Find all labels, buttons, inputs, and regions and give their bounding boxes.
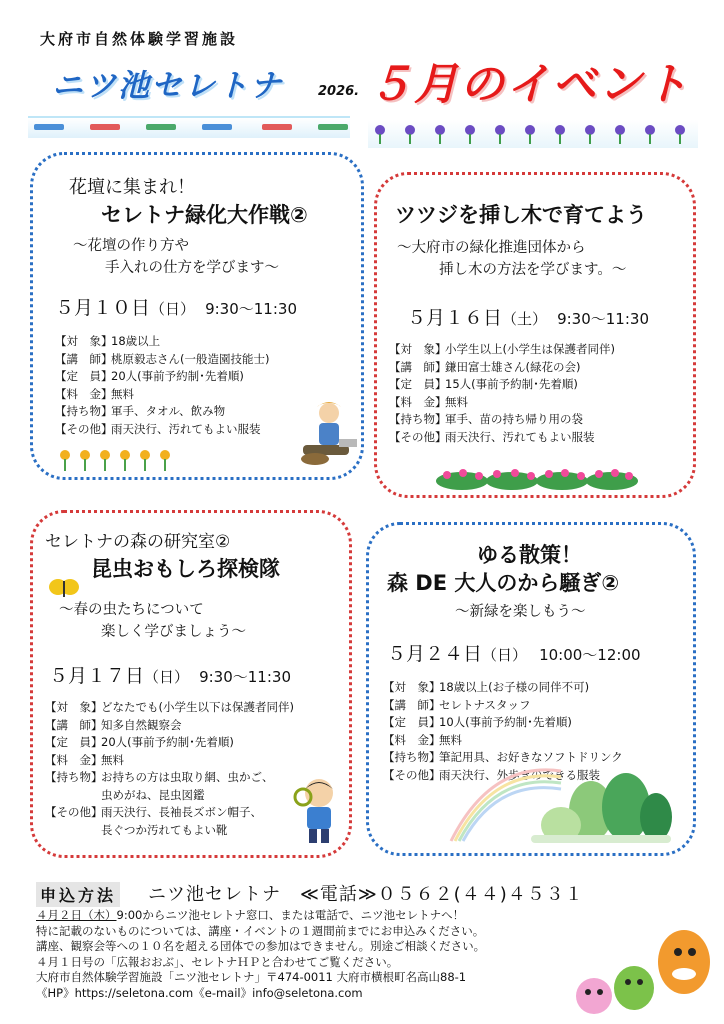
detail-value: 雨天決行、汚れてもよい服装: [445, 429, 595, 444]
facility-name: 大府市自然体験学習施設: [40, 30, 239, 48]
detail-row: [55, 386, 269, 404]
event-date-weekday: （土）: [502, 310, 548, 328]
detail-value: 虫めがね、昆虫図鑑: [101, 787, 205, 802]
koinobori-flag: [202, 124, 232, 130]
detail-value: 18歳以上(お子様の同伴不可): [439, 680, 590, 694]
detail-key: 【持ち物】: [389, 412, 447, 426]
detail-key: 【その他】: [55, 421, 113, 436]
detail-key: 【講 師】: [389, 359, 447, 374]
detail-key: 【対 象】: [383, 680, 441, 694]
detail-key: 【定 員】: [55, 369, 113, 383]
detail-key: 【対 象】: [55, 334, 113, 348]
event-card-insects: [30, 510, 352, 858]
event-card-forest-walk: [366, 522, 696, 856]
detail-row: [55, 351, 269, 369]
detail-key: 【その他】: [45, 805, 103, 819]
year-label: 2026.: [318, 84, 360, 99]
event-subtitle-line2: 手入れの仕方を学びます～: [105, 260, 279, 276]
detail-key: 【対 象】: [45, 700, 103, 714]
iris-flowers-strip: [368, 120, 698, 148]
detail-key: 【講 師】: [55, 351, 113, 366]
info-row: 特に記載のないものについては、講座・イベントの１週間前までにお申込みください。: [36, 923, 485, 938]
detail-value: 無料: [445, 394, 468, 409]
event-details: [55, 333, 269, 438]
event-date: [55, 293, 297, 320]
detail-row: [389, 394, 615, 412]
event-title-line1: セレトナの森の研究室②: [45, 532, 231, 552]
detail-row: [45, 787, 294, 805]
event-subtitle-line2: 挿し木の方法を学びます。～: [439, 262, 627, 278]
boy-with-magnifier-icon: [295, 775, 351, 845]
apply-contact: ニツ池セレトナ ≪電話≫０５６２(４４)４５３１: [148, 884, 584, 905]
info-row: 講座、観察会等への１０名を超える団体での参加はできません。別途ご相談ください。: [36, 939, 486, 953]
detail-value: 15人(事前予約制･先着順): [445, 377, 578, 391]
gardener-illustration-icon: [293, 399, 359, 469]
azalea-bush-icon: [437, 465, 637, 491]
event-subtitle-line1: ～花壇の作り方や: [73, 238, 189, 254]
event-card-azalea: [374, 172, 696, 498]
event-date: [407, 303, 649, 330]
detail-value: セレトナスタッフ: [439, 697, 531, 712]
detail-row: [45, 804, 294, 822]
detail-row: [389, 429, 615, 447]
koinobori-flag: [146, 124, 176, 130]
detail-value: どなたでも(小学生以下は保護者同伴): [101, 700, 294, 714]
event-date: [49, 661, 291, 688]
detail-key: 【その他】: [389, 429, 447, 444]
detail-key: 【料 金】: [383, 732, 441, 747]
event-date-day: ５月１７日: [49, 665, 145, 687]
detail-value: 軍手、タオル、飲み物: [111, 404, 226, 418]
detail-value: 桃原毅志さん(一般造園技能士): [111, 351, 270, 366]
detail-key: 【持ち物】: [45, 770, 103, 784]
detail-row: [45, 752, 294, 770]
detail-row: [45, 699, 294, 717]
apply-text: 9:00からニツ池セレトナ窓口、または電話で、ニツ池セレトナへ！: [116, 908, 465, 922]
detail-key: 【料 金】: [45, 752, 103, 767]
event-subtitle-line2: 楽しく学びましょう～: [101, 624, 246, 640]
detail-row: [45, 717, 294, 735]
apply-label: 申込方法: [36, 882, 120, 907]
apply-date: ４月２日（木）: [36, 908, 117, 922]
detail-key: 【講 師】: [45, 717, 103, 732]
brand-logo: ニツ池セレトナ: [52, 68, 283, 104]
event-title-line1: ツツジを挿し木で育てよう: [395, 203, 647, 227]
forest-with-rainbow-icon: [431, 751, 671, 847]
event-date-time: 10:00～12:00: [539, 646, 641, 664]
detail-row: [383, 714, 623, 732]
event-details: [45, 699, 294, 839]
detail-key: 【講 師】: [383, 697, 441, 712]
detail-row: [45, 734, 294, 752]
detail-key: 【対 象】: [389, 342, 447, 356]
detail-row: [389, 341, 615, 359]
detail-value: 雨天決行、外歩きのできる服装: [439, 767, 600, 782]
detail-key: 【定 員】: [383, 715, 441, 729]
event-date-weekday: （日）: [150, 300, 196, 318]
iris-flowers-icon: [368, 120, 698, 148]
event-title-line2: 森 DE 大人のから騒ぎ②: [387, 571, 620, 595]
detail-row: [383, 679, 623, 697]
koinobori-flag: [34, 124, 64, 130]
event-title-line2: セレトナ緑化大作戦②: [101, 203, 308, 227]
detail-value: 鎌田富士雄さん(緑花の会): [445, 359, 581, 374]
detail-row: [389, 411, 615, 429]
detail-value: 10人(事前予約制･先着順): [439, 715, 572, 729]
butterfly-icon: [49, 577, 79, 601]
detail-value: 筆記用具、お好きなソフトドリンク: [439, 750, 623, 764]
detail-value: 雨天決行、長袖長ズボン帽子、: [101, 805, 262, 819]
detail-value: 18歳以上: [111, 334, 161, 348]
event-date-weekday: （日）: [482, 646, 528, 664]
detail-value: 無料: [111, 386, 134, 401]
detail-row: [45, 822, 294, 840]
mascot-characters-icon: [574, 922, 714, 1018]
info-row: 《HP》https://seletona.com《e-mail》info@seletona.com: [36, 985, 363, 1000]
event-subtitle-line1: ～大府市の緑化推進団体から: [397, 240, 586, 256]
detail-key: 【その他】: [383, 767, 441, 782]
event-card-flowerbed: [30, 152, 364, 480]
event-title-line1: 花壇に集まれ！: [69, 177, 195, 198]
event-subtitle-line1: ～新緑を楽しもう～: [455, 604, 586, 620]
detail-row: [389, 376, 615, 394]
event-subtitle-line1: ～春の虫たちについて: [59, 602, 204, 618]
detail-row: [383, 697, 623, 715]
event-date-day: ５月２４日: [387, 643, 483, 665]
detail-key: 【料 金】: [55, 386, 113, 401]
yellow-flowers-icon: [57, 447, 177, 473]
detail-value: 無料: [101, 752, 124, 767]
info-row: 大府市自然体験学習施設「ニツ池セレトナ」〒474-0011 大府市横根町名高山88-1: [36, 970, 467, 984]
detail-key: 【持ち物】: [55, 404, 113, 418]
detail-key: 【持ち物】: [383, 750, 441, 764]
event-title-line2: 昆虫おもしろ探検隊: [91, 557, 280, 581]
detail-value: 軍手、苗の持ち帰り用の袋: [445, 412, 583, 426]
event-details: [389, 341, 615, 446]
detail-key: 【料 金】: [389, 394, 447, 409]
event-date-time: 9:30～11:30: [199, 668, 291, 686]
koinobori-flag: [262, 124, 292, 130]
detail-value: 20人(事前予約制･先着順): [111, 369, 244, 383]
info-row: ４月１日号の「広報おおぶ」、セレトナＨＰと合わせてご覧ください。: [36, 954, 399, 969]
detail-row: [55, 368, 269, 386]
detail-value: 知多自然観察会: [101, 717, 182, 732]
koinobori-strip: [28, 116, 350, 138]
event-date-weekday: （日）: [144, 668, 190, 686]
detail-key: 【定 員】: [389, 377, 447, 391]
detail-value: お持ちの方は虫取り網、虫かご、: [101, 770, 274, 784]
event-date-day: ５月１６日: [407, 307, 503, 329]
detail-value: 無料: [439, 732, 462, 747]
detail-value: 雨天決行、汚れてもよい服装: [111, 421, 261, 436]
detail-row: [55, 333, 269, 351]
apply-info: [36, 908, 485, 1001]
detail-key: 【定 員】: [45, 735, 103, 749]
event-date-day: ５月１０日: [55, 297, 151, 319]
detail-value: 長ぐつか汚れてもよい靴: [101, 822, 228, 837]
event-title-line1: ゆる散策！: [477, 543, 582, 567]
detail-value: 20人(事前予約制･先着順): [101, 735, 234, 749]
detail-row: [389, 359, 615, 377]
page-title: ５月のイベント: [368, 59, 690, 110]
event-date-time: 9:30～11:30: [205, 300, 297, 318]
event-date-time: 9:30～11:30: [557, 310, 649, 328]
detail-value: 小学生以上(小学生は保護者同伴): [445, 342, 615, 356]
detail-row: [45, 769, 294, 787]
detail-row: [55, 421, 269, 439]
detail-row: [55, 403, 269, 421]
info-row: [36, 908, 485, 924]
koinobori-flag: [318, 124, 348, 130]
detail-row: [383, 732, 623, 750]
event-date: [387, 639, 641, 666]
koinobori-flag: [90, 124, 120, 130]
